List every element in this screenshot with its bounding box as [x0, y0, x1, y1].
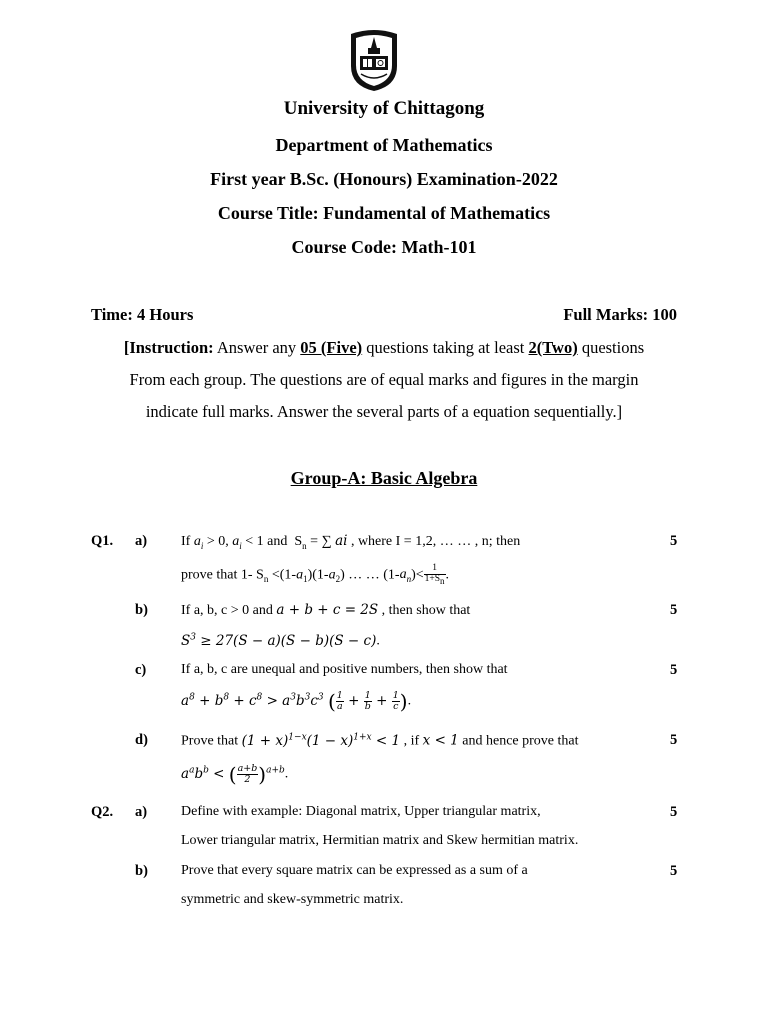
marks: 5	[670, 533, 678, 549]
course-code: Course Code: Math-101	[291, 237, 477, 257]
q2b-line-1: Prove that every square matrix can be expressed as a sum of a	[181, 863, 528, 878]
q2a-line-2: Lower triangular matrix, Hermitian matrix and Skew hermitian matrix.	[181, 833, 579, 848]
q1a-line-2: prove that 1- $S_n <(1-a_1)(1-a_2)$ … … $(1-a_n)<$ $\frac{1}{1+S_n}$ .	[181, 563, 450, 586]
marks: 5	[670, 732, 678, 748]
marks: 5	[670, 863, 678, 879]
exam-meta	[91, 305, 677, 325]
q1c-line-1: If a, b, c are unequal and positive numbers, then show that	[181, 662, 508, 677]
question-number: Q1.	[91, 533, 114, 549]
q2b-line-2: symmetric and skew-symmetric matrix.	[181, 892, 404, 907]
course-title: Course Title: Fundamental of Mathematics	[217, 203, 551, 223]
university-logo	[347, 28, 401, 92]
part-label: b)	[135, 863, 148, 879]
part-label: b)	[135, 602, 148, 618]
marks: 5	[670, 804, 678, 820]
instruction-line-1: [Instruction: Answer any 05 (Five) questions taking at least 2(Two) questions	[123, 338, 645, 357]
exam-time: Time: 4 Hours	[91, 305, 194, 324]
part-label: a)	[135, 804, 148, 820]
instruction-line-3: indicate full marks. Answer the several parts of a equation sequentially.]	[145, 402, 623, 421]
part-label: c)	[135, 662, 147, 678]
group-a-title: Group-A: Basic Algebra	[290, 468, 478, 488]
part-label: d)	[135, 732, 148, 748]
q1c-line-2: $a^8 + b^8 + c^8 > a^3b^3c^3$ ( $\frac{1}{a}$ + $\frac{1}{b}$ + $\frac{1}{c}$ ).	[181, 689, 412, 713]
q2a-line-1: Define with example: Diagonal matrix, Upper triangular matrix,	[181, 804, 541, 819]
instruction-line-2: From each group. The questions are of equal marks and figures in the margin	[129, 370, 639, 389]
department-name: Department of Mathematics	[275, 135, 493, 155]
university-name: University of Chittagong	[283, 98, 485, 119]
q1b-line-2: $S^3 \ge 27(S - a)(S - b)(S - c)$.	[181, 632, 380, 649]
q1a-line-1: If $a_i > 0$, $a_i < 1$ and $S_n$ = ∑ ai , where I = 1,2, … … , n; then	[181, 533, 521, 551]
q1d-line-2: $a^ab^b$ < ( $\frac{a+b}{2}$ )$^{a+b}$.	[181, 762, 289, 786]
exam-title: First year B.Sc. (Honours) Examination-2022	[210, 169, 558, 189]
part-label: a)	[135, 533, 148, 549]
q1d-line-1: Prove that $(1 + x)^{1-x}(1 - x)^{1+x} < 1$ , if x < 1 and hence prove that	[181, 732, 579, 749]
marks: 5	[670, 602, 678, 618]
full-marks: Full Marks: 100	[563, 305, 677, 324]
marks: 5	[670, 662, 678, 678]
q1b-line-1: If a, b, c > 0 and a + b + c = 2S , then show that	[181, 602, 471, 618]
question-number: Q2.	[91, 804, 114, 820]
